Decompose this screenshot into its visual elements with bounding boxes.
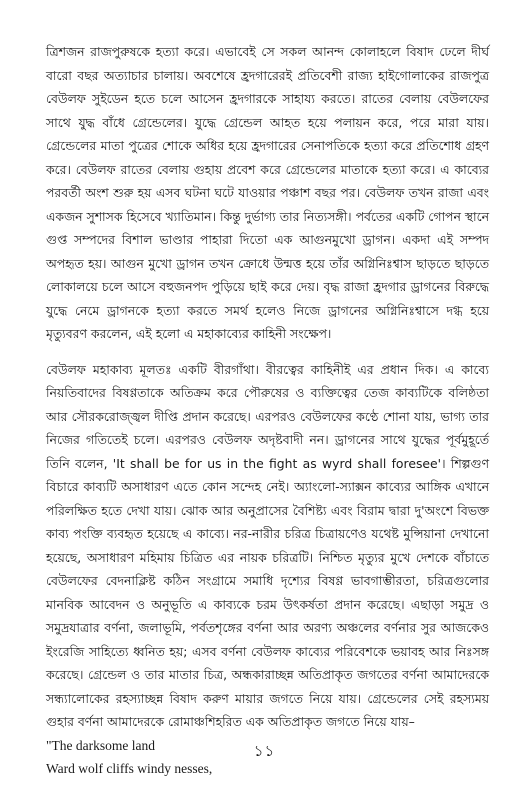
- verse-line-1: "The darksome land: [46, 737, 155, 753]
- page-number: ১১: [253, 742, 276, 760]
- paragraph-literary-analysis: বেউলফ মহাকাব্য মূলতঃ একটি বীরগাঁথা। বীরত্বের কাহিনীই এর প্রধান দিক। এ কাব্যে নিয়তিবাদের বিষণ্ণতাকে অতিক্রম করে পৌরুষের ও ব্যক্তিত্বের তেজ কাব্যটিকে বলিষ্ঠতা আর সৌরকরোজ্জ্বল দীপ্তি প্রদান করেছে। এরপরও বেউলফের কণ্ঠে শোনা যায়, ভাগ্য তার নিজের গতিতেই চলে। এরপরও বেউলফ অদৃষ্টবাদী নন। ড্রাগনের সাথে যুদ্ধের পূর্বমুহূর্তে তিনি বলেন, 'It shall be for us in the fight as wyrd shall foresee'। শিল্পগুণ বিচারে কাব্যটি অসাধারণ এতে কোন সন্দেহ নেই। অ্যাংলো-স্যাক্সন কাব্যের আঙ্গিক এখানে পরিলক্ষিত হতে দেখা যায়। ঝোক আর অনুপ্রাসের বৈশিষ্ট্য এবং বিরাম দ্বারা দু'অংশে বিভক্ত কাব্য পংক্তি ব্যবহৃত হয়েছে এ কাব্যে। নর-নারীর চরিত্র চিত্রায়ণেও যথেষ্ট মুন্সিয়ানা দেখানো হয়েছে, অসাধারণ মহিমায় চিত্রিত এর নায়ক চরিত্রটি। নিশ্চিত মৃত্যুর মুখে দেশকে বাঁচাতে বেউলফের বেদনাক্লিষ্ট কঠিন সংগ্রামে সমাধি দৃশ্যের বিষণ্ণ ভাবগাম্ভীরতা, চরিত্রগুলোর মানবিক আবেদন ও অনুভূতি এ কাব্যকে চরম উৎকর্ষতা প্রদান করেছে। এছাড়া সমুদ্র ও সমুদ্রযাত্রার বর্ণনা, জলাভূমি, পর্বতশৃঙ্গের বর্ণনা আর অরণ্য অঞ্চলের বর্ণনার সুর আজকেও ইংরেজি সাহিত্যে ধ্বনিত হয়; এসব বর্ণনা বেউলফ কাব্যের পরিবেশকে ভয়াবহ আর নিঃসঙ্গ করেছে। গ্রেন্ডেল ও তার মাতার চিত্র, অন্ধকারাচ্ছন্ন অতিপ্রাকৃত জগতের বর্ণনা আমাদেরকে সন্ধ্যালোকের রহস্যাচ্ছন্ন বিষাদ করুণ মায়ার জগতে নিয়ে যায়। গ্রেন্ডেলের সেই রহস্যময় গুহার বর্ণনা আমাদেরকে রোমাঞ্চশিহরিত এক অতিপ্রাকৃত জগতে নিয়ে যায়–: [46, 361, 489, 729]
- verse-line-2: Ward wolf cliffs windy nesses,: [46, 760, 213, 776]
- body-text: [46, 40, 489, 780]
- paragraph-plot-summary: ত্রিশজন রাজপুরুষকে হত্যা করে। এভাবেই সে সকল আনন্দ কোলাহলে বিষাদ ঢেলে দীর্ঘ বারো বছর অত্যাচার চালায়। অবশেষে হ্রদগারেরই প্রতিবেশী রাজ্য হাইগোলাকের রাজপুত্র বেউলফ সুইডেন হতে চলে আসেন হ্রদগারকে সাহায্য করতে। রাতের বেলায় বেউলফের সাথে যুদ্ধ বাঁধে গ্রেন্ডেলের। যুদ্ধে গ্রেন্ডেল আহত হয়ে পলায়ন করে, পরে মারা যায়। গ্রেন্ডেলের মাতা পুত্রের শোকে অধির হয়ে হ্রদগারের সেনাপতিকে হত্যা করে প্রতিশোধ গ্রহণ করে। বেউলফ রাতের বেলায় গুহায় প্রবেশ করে গ্রেন্ডেলের মাতাকে হত্যা করে। এ কাব্যের পরবর্তী অংশ শুরু হয় এসব ঘটনা ঘটে যাওয়ার পঞ্চাশ বছর পর। বেউলফ তখন রাজা এবং একজন সুশাসক হিসেবে খ্যাতিমান। কিন্তু দুর্ভাগ্য তার নিত্যসঙ্গী। পর্বতের একটি গোপন স্থানে গুপ্ত সম্পদের বিশাল ভাণ্ডার পাহারা দিতো এক আগুনমুখো ড্রাগন। একদা এই সম্পদ অপহৃত হয়। আগুন মুখো ড্রাগন তখন ক্রোধে উন্মত্ত হয়ে তাঁর অগ্নিনিঃশ্বাস ছাড়তে ছাড়তে লোকালয়ে চলে আসে বহুজনপদ পুড়িয়ে ছাই করে দেয়। বৃদ্ধ রাজা হ্রদগার ড্রাগনের বিরুদ্ধে যুদ্ধে নেমে ড্রাগনকে হত্যা করতে সমর্থ হলেও নিজে ড্রাগনের অগ্নিনিঃশ্বাসে দগ্ধ হয়ে মৃত্যুবরণ করলেন, এই হলো এ মহাকাব্যের কাহিনী সংক্ষেপ।: [46, 44, 489, 341]
